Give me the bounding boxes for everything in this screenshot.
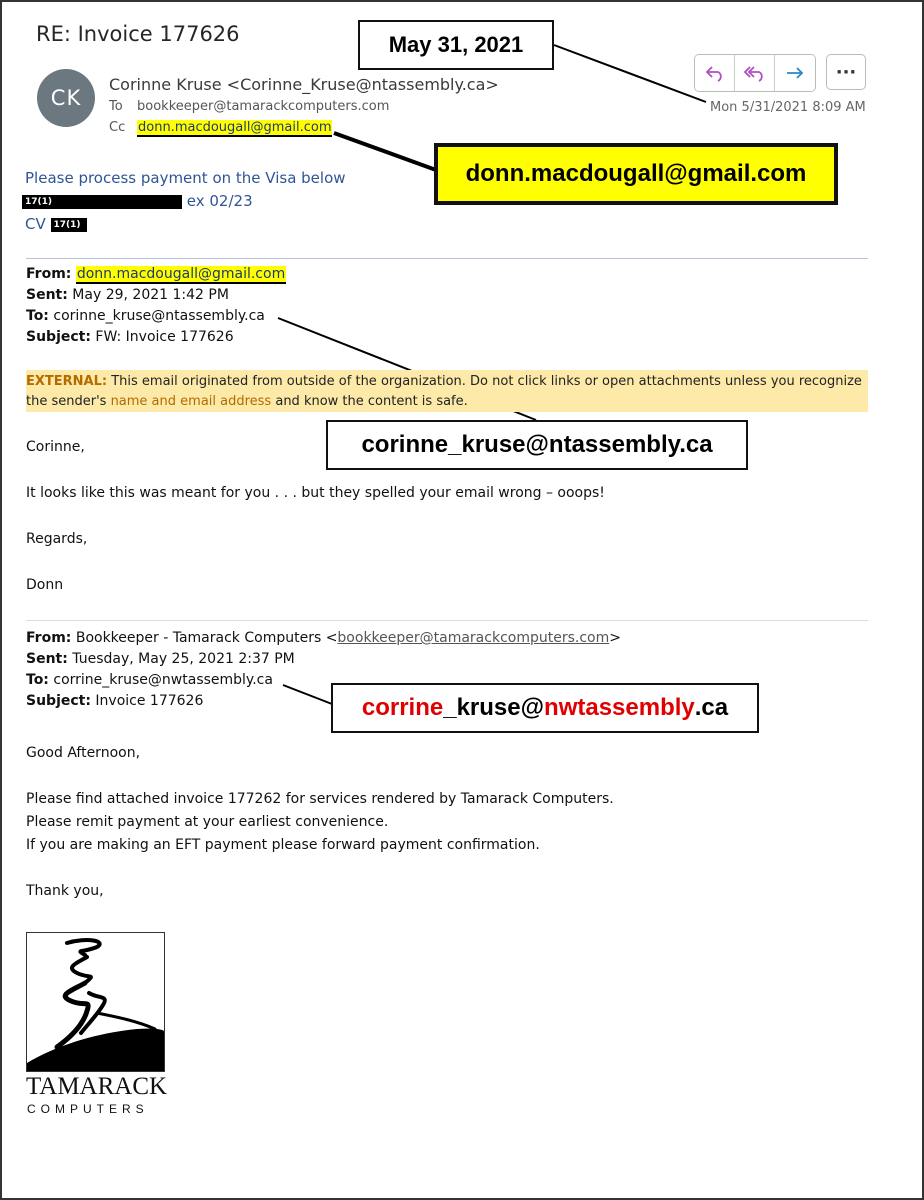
cv-label: CV: [25, 215, 46, 233]
logo-name: TAMARACK: [26, 1073, 168, 1100]
to-line: [109, 99, 389, 114]
cc-label: Cc: [109, 120, 126, 135]
fw-sent-value: May 29, 2021 1:42 PM: [72, 287, 229, 303]
card-number-line: [22, 192, 253, 210]
tamarack-logo: [26, 932, 165, 1072]
avatar[interactable]: CK: [37, 69, 95, 127]
warning-text-2: and know the content is safe.: [271, 394, 468, 409]
fw-sent-row: [26, 285, 286, 306]
misspelled-part-2: _kruse@: [443, 694, 545, 721]
fw-subject-label: Subject:: [26, 329, 91, 345]
warning-name: name and email address: [110, 394, 272, 409]
sender-name[interactable]: Corinne Kruse <Corinne_Kruse@ntassembly.ca>: [109, 75, 499, 94]
fw-subject-row: [26, 327, 286, 348]
reply-button[interactable]: [695, 55, 735, 91]
divider-2: [26, 620, 868, 621]
cc-line: [109, 120, 332, 135]
orig-line-1: Please find attached invoice 177262 for services rendered by Tamarack Computers.: [26, 791, 614, 807]
reply-all-icon: [743, 64, 767, 82]
fw-greeting: Corinne,: [26, 439, 85, 455]
orig-from-label: From:: [26, 630, 72, 646]
orig-sent-value: Tuesday, May 25, 2021 2:37 PM: [72, 651, 295, 667]
misspelled-part-4: .ca: [694, 694, 729, 721]
body-line-1: Please process payment on the Visa below: [25, 169, 346, 187]
orig-line-3: If you are making an EFT payment please forward payment confirmation.: [26, 837, 540, 853]
callout-date: May 31, 2021: [358, 20, 554, 70]
to-label: To: [109, 99, 123, 114]
reply-all-button[interactable]: [735, 55, 775, 91]
redacted-cv: 17(1): [51, 218, 87, 232]
warning-tag: EXTERNAL:: [26, 374, 108, 389]
divider-1: [26, 258, 868, 259]
orig-from-close: >: [609, 630, 621, 646]
to-recipient[interactable]: bookkeeper@tamarackcomputers.com: [137, 99, 390, 114]
fw-to-label: To:: [26, 308, 49, 324]
fw-subject-value: FW: Invoice 177626: [95, 329, 234, 345]
orig-to-value[interactable]: corrine_kruse@nwtassembly.ca: [53, 672, 273, 688]
fw-signature: Donn: [26, 577, 64, 593]
orig-sent-label: Sent:: [26, 651, 68, 667]
orig-sent-row: [26, 649, 621, 670]
external-warning-banner: [26, 370, 868, 412]
fw-message: It looks like this was meant for you . . . but they spelled your email wrong – ooops!: [26, 485, 605, 501]
callout-misspelled-email: [331, 683, 759, 733]
forward-button[interactable]: [775, 55, 815, 91]
forward-arrow-icon: [784, 64, 806, 82]
orig-line-2: Please remit payment at your earliest convenience.: [26, 814, 389, 830]
misspelled-part-1: corrine: [361, 694, 444, 721]
email-timestamp: Mon 5/31/2021 8:09 AM: [710, 100, 866, 115]
logo-subtitle: COMPUTERS: [27, 1102, 149, 1116]
message-actions: [694, 54, 866, 92]
misspelled-part-3: nwtassembly: [544, 694, 695, 721]
card-expiry: ex 02/23: [186, 192, 253, 210]
orig-from-name: Bookkeeper - Tamarack Computers <: [75, 630, 338, 646]
orig-from-email[interactable]: bookkeeper@tamarackcomputers.com: [337, 630, 610, 646]
orig-to-label: To:: [26, 672, 49, 688]
orig-greeting: Good Afternoon,: [26, 745, 141, 761]
fw-to-row: [26, 306, 286, 327]
cc-recipient[interactable]: donn.macdougall@gmail.com: [138, 120, 332, 135]
orig-from-row: [26, 628, 621, 649]
email-subject: RE: Invoice 177626: [36, 22, 240, 46]
fw-regards: Regards,: [26, 531, 88, 547]
fw-from-label: From:: [26, 266, 72, 282]
callout-cc-email: donn.macdougall@gmail.com: [434, 143, 838, 205]
more-options-button[interactable]: ···: [826, 54, 866, 90]
tamarack-tree-logo-icon: [27, 933, 164, 1071]
warning-text-1: This email originated from outside of the organization. Do not click links or open attachments unless you recognize the sender's: [26, 374, 862, 409]
redacted-card-number: 17(1): [22, 195, 182, 209]
fw-from-row: [26, 264, 286, 285]
reply-button-group: [694, 54, 816, 92]
cv-line: [25, 215, 87, 233]
fw-from-value[interactable]: donn.macdougall@gmail.com: [76, 266, 286, 282]
fw-header-block: [26, 264, 286, 348]
fw-sent-label: Sent:: [26, 287, 68, 303]
orig-closing: Thank you,: [26, 883, 104, 899]
fw-to-value[interactable]: corinne_kruse@ntassembly.ca: [53, 308, 265, 324]
orig-subject-value: Invoice 177626: [95, 693, 204, 709]
reply-icon: [704, 64, 726, 82]
callout-to-email: corinne_kruse@ntassembly.ca: [326, 420, 748, 470]
orig-subject-label: Subject:: [26, 693, 91, 709]
